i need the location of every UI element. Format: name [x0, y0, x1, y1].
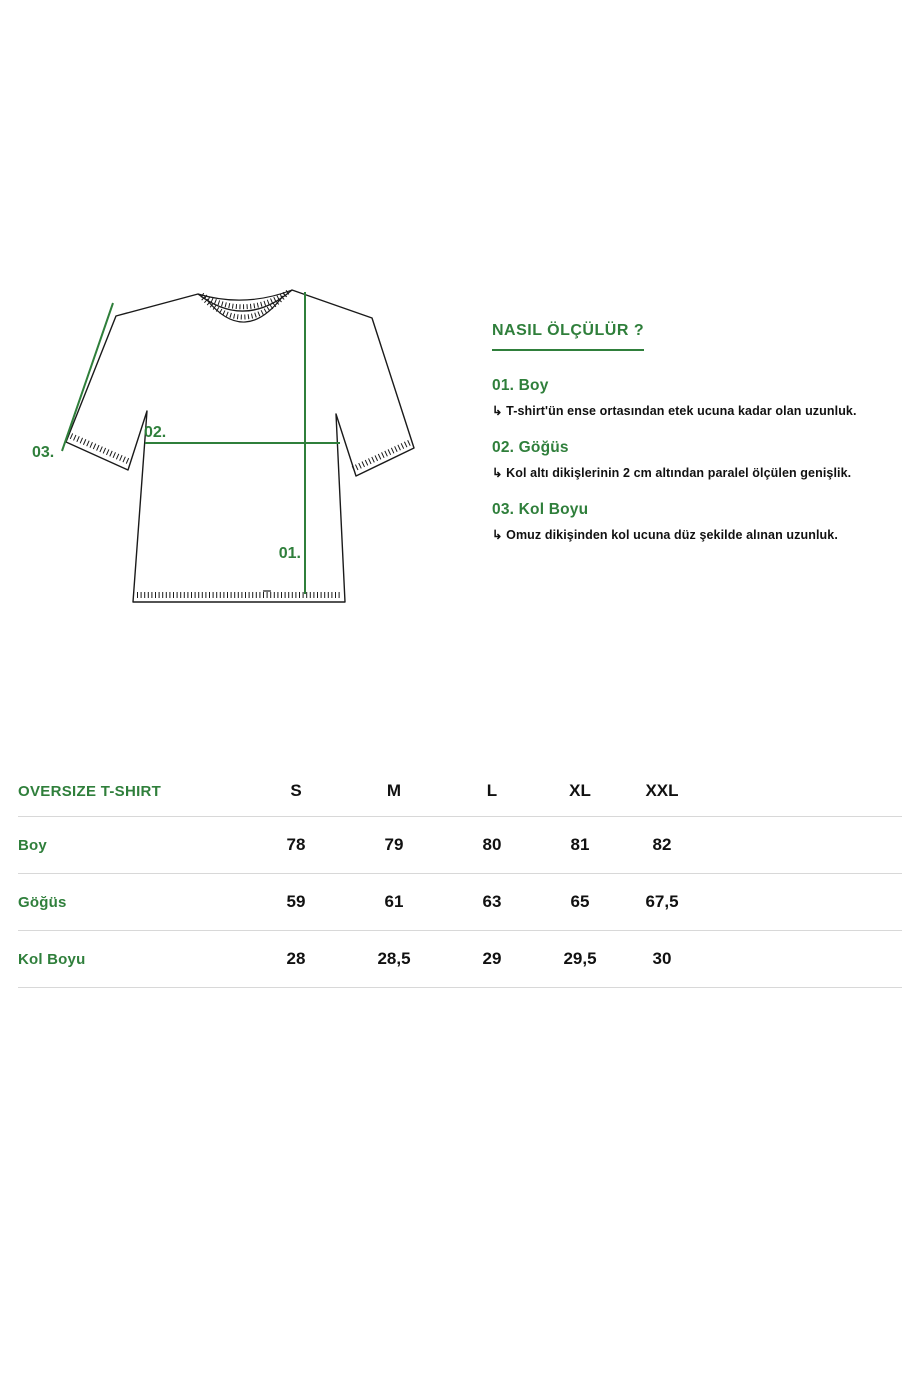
measure-item-desc: ↳ Omuz dikişinden kol ucuna düz şekilde alınan uzunluk.	[492, 528, 838, 542]
measure-item-label: 02. Göğüs	[492, 439, 569, 456]
cell-value: 30	[652, 949, 672, 968]
size-col-xl: XL	[569, 781, 591, 800]
measure-label-03: 03.	[32, 444, 55, 461]
tshirt-measurement-diagram	[20, 250, 460, 640]
cell-value: 28	[286, 949, 306, 968]
how-to-measure-section	[492, 322, 888, 563]
measure-item-desc: ↳ T-shirt'ün ense ortasından etek ucuna kadar olan uzunluk.	[492, 404, 857, 418]
measure-item-chest	[492, 439, 888, 481]
cell-value: 61	[384, 892, 404, 911]
tshirt-outline-icon	[66, 290, 414, 602]
cell-value: 65	[570, 892, 590, 911]
tshirt-diagram-svg	[20, 250, 460, 640]
how-to-measure-items	[492, 377, 888, 543]
measure-item-label: 03. Kol Boyu	[492, 501, 589, 518]
measure-label-01: 01.	[278, 545, 301, 562]
row-label: Boy	[18, 836, 47, 854]
table-row-length	[18, 817, 902, 874]
cell-value: 81	[570, 835, 590, 854]
table-row-chest	[18, 874, 902, 931]
cell-value: 29,5	[563, 949, 597, 968]
size-table-header-row	[18, 766, 902, 817]
cell-value: 67,5	[645, 892, 679, 911]
size-col-xxl: XXL	[645, 781, 679, 800]
product-name: OVERSIZE T-SHIRT	[18, 782, 162, 800]
cell-value: 29	[482, 949, 502, 968]
measure-item-label: 01. Boy	[492, 377, 549, 394]
how-to-measure-title: NASIL ÖLÇÜLÜR ?	[492, 322, 644, 351]
cell-value: 78	[286, 835, 306, 854]
cell-value: 59	[286, 892, 306, 911]
measure-item-length	[492, 377, 888, 419]
size-col-l: L	[486, 781, 498, 800]
cell-value: 80	[482, 835, 502, 854]
measure-label-02: 02.	[144, 424, 167, 441]
size-col-m: M	[386, 781, 402, 800]
measure-item-desc: ↳ Kol altı dikişlerinin 2 cm altından paralel ölçülen genişlik.	[492, 466, 852, 480]
row-label: Kol Boyu	[18, 950, 86, 968]
cell-value: 82	[652, 835, 672, 854]
size-col-s: S	[290, 781, 302, 800]
size-table	[0, 766, 920, 988]
cell-value: 79	[384, 835, 404, 854]
measure-item-sleeve	[492, 501, 888, 543]
table-row-sleeve	[18, 931, 902, 988]
cell-value: 63	[482, 892, 502, 911]
cell-value: 28,5	[377, 949, 411, 968]
row-label: Göğüs	[18, 893, 67, 911]
